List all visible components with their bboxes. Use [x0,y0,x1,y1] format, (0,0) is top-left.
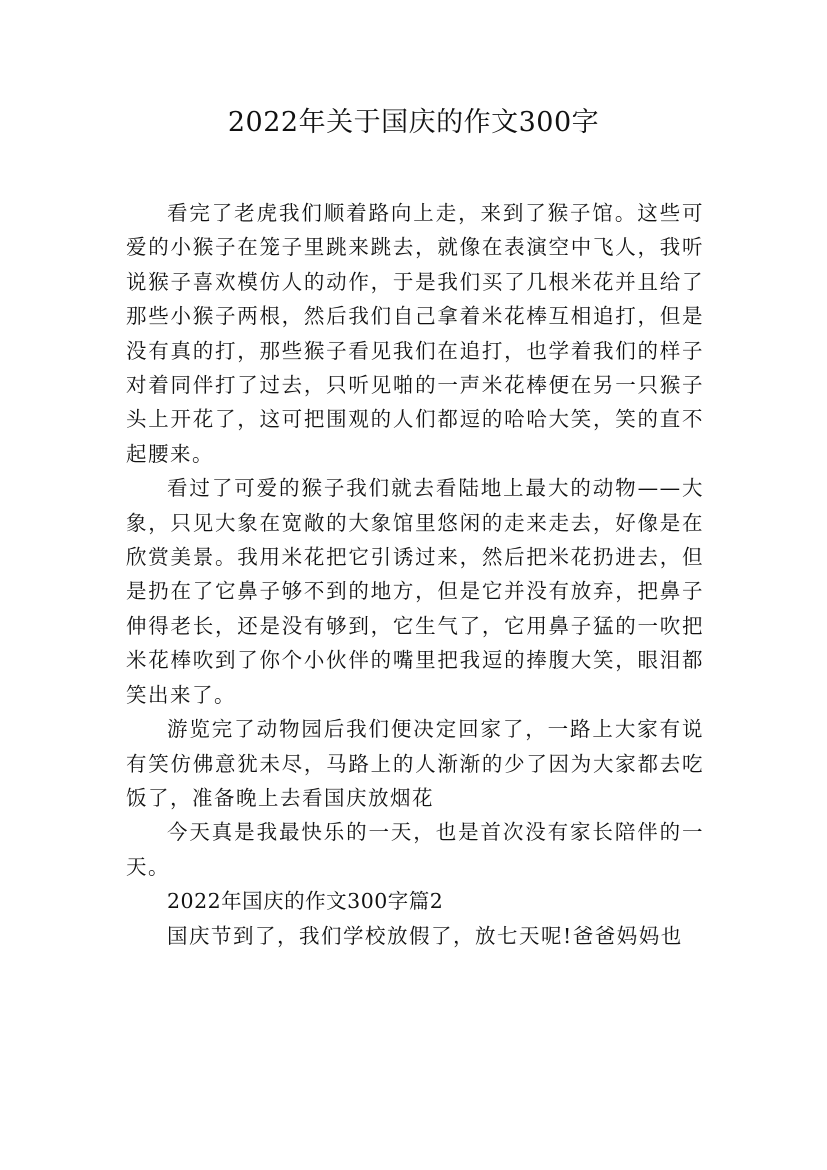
paragraph-elephant: 看过了可爱的猴子我们就去看陆地上最大的动物——大象，只见大象在宽敞的大象馆里悠闲的走来走去，好像是在欣赏美景。我用米花把它引诱过来，然后把米花扔进去，但是扔在了它鼻子够不到的地方，但是它并没有放弃，把鼻子伸得老长，还是没有够到，它生气了，它用鼻子猛的一吹把米花棒吹到了你个小伙伴的嘴里把我逗的捧腹大笑，眼泪都笑出来了。 [126,476,704,707]
paragraph-national-day: 国庆节到了，我们学校放假了，放七天呢!爸爸妈妈也 [167,923,683,948]
paragraph-happiest-day: 今天真是我最快乐的一天，也是首次没有家长陪伴的一天。 [126,820,704,879]
document-title: 2022年关于国庆的作文300字 [227,107,600,138]
section-heading-part-2: 2022年国庆的作文300字篇2 [167,889,444,914]
paragraph-going-home: 游览完了动物园后我们便决定回家了，一路上大家有说有笑仿佛意犹未尽，马路上的人渐渐的少了因为大家都去吃饭了，准备晚上去看国庆放烟花 [126,717,704,810]
document-body [126,196,704,953]
paragraph-monkey-house: 看完了老虎我们顺着路向上走，来到了猴子馆。这些可爱的小猴子在笼子里跳来跳去，就像在表演空中飞人，我听说猴子喜欢模仿人的动作，于是我们买了几根米花并且给了那些小猴子两根，然后我们自己拿着米花棒互相追打，但是没有真的打，那些猴子看见我们在追打，也学着我们的样子对着同伴打了过去，只听见啪的一声米花棒便在另一只猴子头上开花了，这可把围观的人们都逗的哈哈大笑，笑的直不起腰来。 [126,201,704,466]
